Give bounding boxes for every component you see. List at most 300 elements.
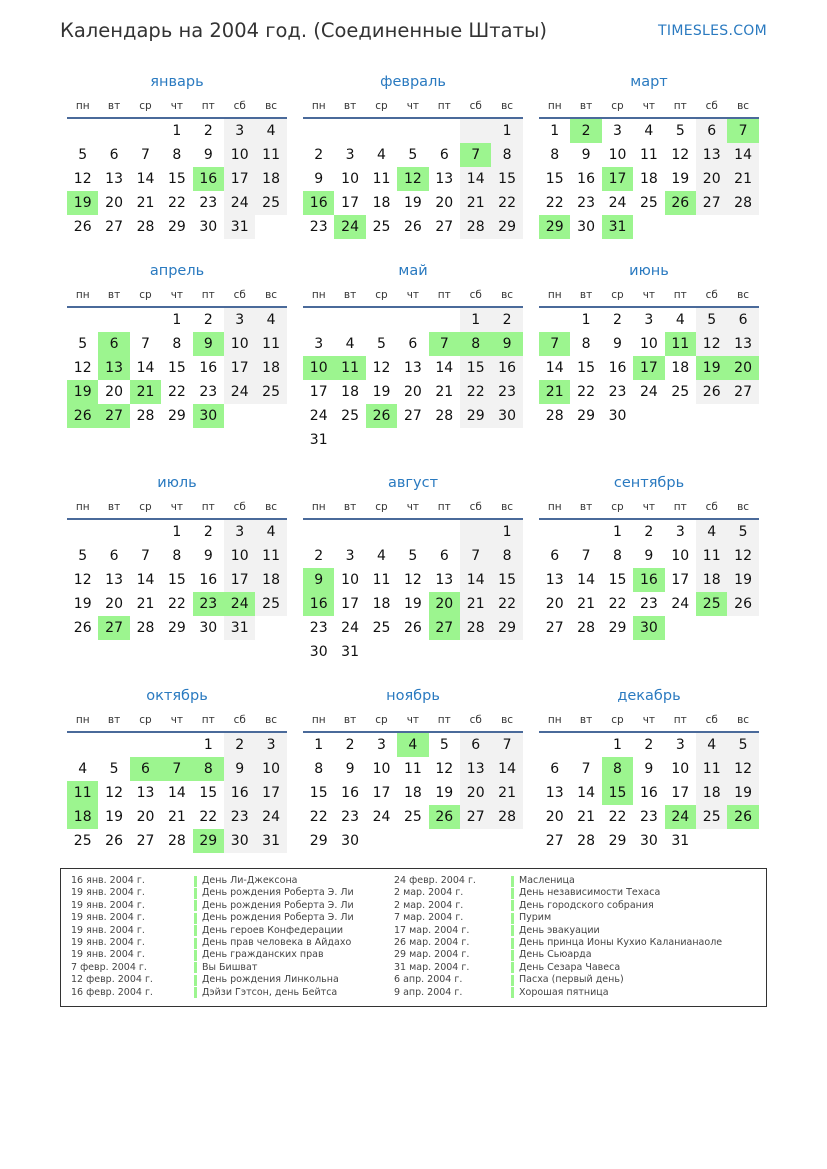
- day-cell: 1: [314, 737, 324, 753]
- day-cell: 19: [671, 171, 690, 187]
- weekday-label: пт: [673, 100, 687, 112]
- holiday-day-cell: 27: [98, 616, 129, 640]
- weekday-label: вт: [107, 501, 121, 513]
- day-cell: 26: [73, 219, 92, 235]
- day-cell: 28: [577, 833, 595, 849]
- day-cell: 24: [608, 195, 627, 211]
- weekday-label: вс: [737, 289, 750, 301]
- day-cell: 13: [727, 332, 758, 356]
- day-cell: 15: [545, 171, 564, 187]
- day-cell: 21: [491, 781, 522, 805]
- holiday-date: 26 мар. 2004 г.: [394, 937, 470, 948]
- holiday-name: День героев Конфедерации: [202, 924, 344, 936]
- holiday-marker: [511, 913, 514, 924]
- weekday-label: ср: [611, 100, 624, 112]
- holiday-date: 19 янв. 2004 г.: [71, 887, 145, 899]
- day-cell: 30: [608, 408, 627, 424]
- day-cell: 6: [727, 308, 758, 332]
- weekday-label: чт: [642, 714, 656, 726]
- day-cell: 13: [435, 171, 454, 187]
- day-cell: 29: [608, 833, 627, 849]
- day-cell: 21: [136, 195, 155, 211]
- day-cell: 8: [314, 761, 324, 777]
- day-cell: 9: [644, 761, 654, 777]
- day-cell: 18: [403, 785, 422, 801]
- day-cell: 7: [141, 147, 150, 163]
- weekday-label: вс: [737, 501, 750, 513]
- day-cell: 31: [224, 215, 255, 239]
- day-cell: 23: [639, 809, 658, 825]
- day-cell: 18: [372, 195, 391, 211]
- day-cell: 3: [644, 312, 654, 328]
- holiday-marker: [194, 888, 197, 899]
- day-cell: 2: [314, 147, 324, 163]
- weekday-label: чт: [406, 100, 420, 112]
- day-cell: 14: [577, 785, 595, 801]
- weekday-label: сб: [469, 100, 482, 112]
- day-cell: 27: [105, 219, 123, 235]
- day-cell: 5: [675, 123, 685, 139]
- weekday-label: пн: [75, 714, 90, 726]
- day-cell: 19: [727, 568, 758, 592]
- day-cell: 4: [377, 548, 386, 564]
- day-cell: 15: [491, 568, 522, 592]
- day-cell: 9: [581, 147, 591, 163]
- day-cell: 30: [309, 644, 328, 660]
- holiday-day-cell: 10: [303, 356, 334, 380]
- day-cell: 25: [341, 408, 359, 424]
- holiday-day-cell: 26: [67, 404, 98, 428]
- day-cell: 27: [696, 191, 727, 215]
- day-cell: 23: [341, 809, 359, 825]
- day-cell: 15: [167, 171, 186, 187]
- day-cell: 20: [136, 809, 155, 825]
- day-cell: 2: [314, 548, 324, 564]
- month-title: январь: [150, 74, 204, 90]
- day-cell: 18: [372, 596, 391, 612]
- day-cell: 14: [136, 171, 155, 187]
- holiday-day-cell: 8: [193, 757, 224, 781]
- day-cell: 25: [403, 809, 422, 825]
- holiday-day-cell: 19: [67, 380, 98, 404]
- day-cell: 5: [727, 733, 758, 757]
- day-cell: 10: [224, 332, 255, 356]
- weekday-label: сб: [705, 289, 718, 301]
- holiday-day-cell: 13: [98, 356, 129, 380]
- holiday-date: 2 мар. 2004 г.: [394, 887, 464, 899]
- month-title: сентябрь: [613, 475, 685, 491]
- day-cell: 9: [224, 757, 255, 781]
- day-cell: 26: [105, 833, 123, 849]
- day-cell: 24: [224, 380, 255, 404]
- weekday-label: ср: [611, 289, 624, 301]
- day-cell: 10: [671, 761, 690, 777]
- day-cell: 16: [577, 171, 595, 187]
- holiday-marker: [194, 938, 197, 949]
- day-cell: 16: [199, 572, 218, 588]
- weekday-label: вс: [501, 289, 514, 301]
- day-cell: 22: [577, 384, 595, 400]
- day-cell: 24: [224, 191, 255, 215]
- day-cell: 29: [167, 408, 186, 424]
- day-cell: 14: [460, 568, 491, 592]
- holiday-marker: [194, 975, 197, 986]
- day-cell: 8: [581, 336, 591, 352]
- day-cell: 27: [435, 219, 454, 235]
- weekday-label: чт: [170, 289, 184, 301]
- weekday-label: вт: [579, 289, 593, 301]
- day-cell: 9: [203, 147, 213, 163]
- day-cell: 31: [224, 616, 255, 640]
- day-cell: 10: [224, 544, 255, 568]
- day-cell: 21: [460, 191, 491, 215]
- day-cell: 20: [696, 167, 727, 191]
- day-cell: 5: [408, 548, 418, 564]
- day-cell: 10: [372, 761, 391, 777]
- day-cell: 30: [199, 620, 218, 636]
- weekday-label: вс: [265, 289, 278, 301]
- day-cell: 1: [460, 308, 491, 332]
- day-cell: 28: [491, 805, 522, 829]
- day-cell: 23: [199, 195, 218, 211]
- holiday-marker: [511, 888, 514, 899]
- day-cell: 8: [613, 548, 622, 564]
- day-cell: 9: [613, 336, 622, 352]
- holiday-date: 6 апр. 2004 г.: [394, 974, 463, 986]
- day-cell: 10: [224, 143, 255, 167]
- day-cell: 14: [460, 167, 491, 191]
- day-cell: 5: [78, 336, 88, 352]
- day-cell: 1: [581, 312, 591, 328]
- weekday-label: пн: [311, 100, 326, 112]
- weekday-label: пт: [437, 501, 451, 513]
- day-cell: 25: [255, 592, 286, 616]
- weekday-label: вс: [737, 100, 750, 112]
- holiday-day-cell: 18: [67, 805, 98, 829]
- day-cell: 2: [224, 733, 255, 757]
- weekend-empty-cell: [460, 520, 491, 544]
- day-cell: 9: [345, 761, 355, 777]
- day-cell: 8: [172, 548, 182, 564]
- day-cell: 5: [78, 548, 88, 564]
- holiday-day-cell: 9: [303, 568, 334, 592]
- day-cell: 22: [309, 809, 328, 825]
- day-cell: 1: [491, 119, 522, 143]
- day-cell: 27: [545, 620, 564, 636]
- holiday-day-cell: 26: [727, 805, 758, 829]
- day-cell: 4: [78, 761, 88, 777]
- day-cell: 7: [581, 548, 591, 564]
- weekday-label: чт: [406, 289, 420, 301]
- day-cell: 12: [727, 757, 758, 781]
- holiday-day-cell: 20: [429, 592, 460, 616]
- holiday-day-cell: 26: [665, 191, 696, 215]
- day-cell: 29: [491, 215, 522, 239]
- day-cell: 13: [403, 360, 422, 376]
- day-cell: 13: [696, 143, 727, 167]
- holiday-day-cell: 15: [602, 781, 633, 805]
- day-cell: 14: [577, 572, 595, 588]
- day-cell: 13: [105, 572, 123, 588]
- day-cell: 29: [309, 833, 328, 849]
- day-cell: 3: [255, 733, 286, 757]
- holiday-name: День независимости Техаса: [519, 887, 661, 899]
- day-cell: 15: [577, 360, 595, 376]
- weekday-label: ср: [375, 289, 388, 301]
- day-cell: 6: [550, 761, 560, 777]
- day-cell: 19: [105, 809, 123, 825]
- day-cell: 24: [372, 809, 391, 825]
- day-cell: 27: [136, 833, 155, 849]
- day-cell: 10: [639, 336, 658, 352]
- day-cell: 14: [545, 360, 564, 376]
- month-title: февраль: [380, 74, 446, 90]
- day-cell: 26: [403, 219, 422, 235]
- weekday-label: вс: [501, 100, 514, 112]
- holiday-day-cell: 21: [130, 380, 161, 404]
- weekday-label: чт: [406, 501, 420, 513]
- weekday-label: пн: [75, 289, 90, 301]
- day-cell: 15: [167, 360, 186, 376]
- day-cell: 22: [545, 195, 564, 211]
- day-cell: 10: [671, 548, 690, 564]
- holiday-day-cell: 26: [429, 805, 460, 829]
- holiday-day-cell: 7: [460, 143, 491, 167]
- day-cell: 9: [203, 548, 213, 564]
- day-cell: 19: [403, 596, 422, 612]
- holiday-day-cell: 12: [397, 167, 428, 191]
- weekday-label: пн: [75, 501, 90, 513]
- day-cell: 6: [460, 733, 491, 757]
- holiday-day-cell: 24: [334, 215, 365, 239]
- day-cell: 7: [460, 544, 491, 568]
- holiday-date: 16 февр. 2004 г.: [71, 986, 153, 998]
- holiday-marker: [194, 950, 197, 961]
- weekday-label: вс: [265, 100, 278, 112]
- day-cell: 19: [435, 785, 454, 801]
- day-cell: 13: [545, 785, 564, 801]
- day-cell: 22: [199, 809, 218, 825]
- day-cell: 28: [136, 408, 155, 424]
- holiday-day-cell: 11: [334, 356, 365, 380]
- day-cell: 23: [224, 805, 255, 829]
- day-cell: 28: [136, 219, 155, 235]
- holiday-name: День городского собрания: [519, 899, 654, 911]
- holiday-marker: [194, 913, 197, 924]
- day-cell: 6: [109, 548, 119, 564]
- day-cell: 16: [608, 360, 627, 376]
- weekday-label: вт: [579, 501, 593, 513]
- day-cell: 19: [372, 384, 391, 400]
- day-cell: 13: [460, 757, 491, 781]
- holiday-day-cell: 7: [429, 332, 460, 356]
- day-cell: 2: [491, 308, 522, 332]
- day-cell: 3: [224, 520, 255, 544]
- holiday-name: Вы Бишват: [202, 961, 258, 973]
- holiday-date: 19 янв. 2004 г.: [71, 899, 145, 911]
- brand-link[interactable]: TIMESLES.COM: [658, 23, 767, 39]
- weekday-label: чт: [642, 501, 656, 513]
- weekday-label: вс: [737, 714, 750, 726]
- holiday-date: 19 янв. 2004 г.: [71, 924, 145, 936]
- weekday-label: чт: [170, 501, 184, 513]
- day-cell: 12: [73, 171, 92, 187]
- day-cell: 19: [403, 195, 422, 211]
- holiday-day-cell: 17: [633, 356, 664, 380]
- day-cell: 14: [491, 757, 522, 781]
- day-cell: 6: [550, 548, 560, 564]
- holiday-marker: [511, 975, 514, 986]
- day-cell: 25: [255, 380, 286, 404]
- day-cell: 16: [341, 785, 359, 801]
- day-cell: 20: [403, 384, 422, 400]
- weekday-label: сб: [233, 289, 246, 301]
- day-cell: 2: [345, 737, 355, 753]
- weekday-label: ср: [139, 289, 152, 301]
- weekday-label: пт: [201, 501, 215, 513]
- day-cell: 4: [255, 119, 286, 143]
- day-cell: 4: [255, 308, 286, 332]
- day-cell: 29: [167, 620, 186, 636]
- day-cell: 16: [199, 360, 218, 376]
- day-cell: 23: [639, 596, 658, 612]
- holiday-day-cell: 23: [193, 592, 224, 616]
- day-cell: 28: [460, 616, 491, 640]
- holiday-day-cell: 9: [193, 332, 224, 356]
- day-cell: 15: [491, 167, 522, 191]
- weekday-label: пт: [437, 714, 451, 726]
- day-cell: 2: [203, 123, 213, 139]
- holiday-marker: [194, 987, 197, 998]
- day-cell: 3: [224, 119, 255, 143]
- day-cell: 11: [403, 761, 422, 777]
- day-cell: 14: [167, 785, 186, 801]
- holiday-date: 17 мар. 2004 г.: [394, 924, 470, 936]
- day-cell: 20: [545, 809, 564, 825]
- day-cell: 17: [671, 572, 690, 588]
- day-cell: 27: [460, 805, 491, 829]
- day-cell: 5: [78, 147, 88, 163]
- day-cell: 10: [341, 171, 359, 187]
- day-cell: 22: [167, 384, 186, 400]
- day-cell: 1: [172, 312, 182, 328]
- day-cell: 3: [314, 336, 324, 352]
- holiday-day-cell: 19: [696, 356, 727, 380]
- day-cell: 25: [372, 620, 391, 636]
- day-cell: 7: [581, 761, 591, 777]
- weekday-label: сб: [469, 289, 482, 301]
- day-cell: 3: [613, 123, 622, 139]
- day-cell: 2: [203, 312, 213, 328]
- month-title: октябрь: [146, 688, 208, 704]
- day-cell: 18: [696, 781, 727, 805]
- day-cell: 16: [224, 781, 255, 805]
- day-cell: 2: [644, 524, 654, 540]
- day-cell: 24: [255, 805, 286, 829]
- day-cell: 12: [696, 332, 727, 356]
- day-cell: 31: [255, 829, 286, 853]
- holiday-day-cell: 24: [665, 805, 696, 829]
- day-cell: 26: [403, 620, 422, 636]
- day-cell: 3: [224, 308, 255, 332]
- day-cell: 3: [675, 524, 685, 540]
- weekday-label: сб: [233, 100, 246, 112]
- day-cell: 11: [372, 171, 391, 187]
- day-cell: 8: [491, 143, 522, 167]
- weekday-label: чт: [170, 100, 184, 112]
- day-cell: 5: [727, 520, 758, 544]
- day-cell: 25: [255, 191, 286, 215]
- holiday-marker: [511, 925, 514, 936]
- day-cell: 21: [435, 384, 454, 400]
- weekday-label: чт: [642, 289, 656, 301]
- day-cell: 17: [341, 195, 359, 211]
- holiday-name: День рождения Роберта Э. Ли: [202, 912, 354, 924]
- day-cell: 9: [644, 548, 654, 564]
- day-cell: 6: [439, 548, 449, 564]
- weekday-label: пт: [201, 100, 215, 112]
- day-cell: 19: [73, 596, 92, 612]
- day-cell: 24: [639, 384, 658, 400]
- holiday-date: 9 апр. 2004 г.: [394, 986, 463, 998]
- holiday-marker: [511, 876, 514, 887]
- holiday-name: Масленица: [519, 875, 575, 886]
- day-cell: 1: [172, 524, 182, 540]
- day-cell: 29: [577, 408, 595, 424]
- day-cell: 17: [671, 785, 690, 801]
- day-cell: 22: [167, 596, 186, 612]
- holiday-day-cell: 25: [696, 592, 727, 616]
- day-cell: 5: [696, 308, 727, 332]
- day-cell: 3: [345, 548, 355, 564]
- day-cell: 4: [345, 336, 355, 352]
- day-cell: 11: [255, 143, 286, 167]
- month-title: июнь: [629, 263, 669, 279]
- holiday-marker: [194, 962, 197, 973]
- day-cell: 28: [167, 833, 186, 849]
- day-cell: 17: [224, 356, 255, 380]
- holiday-day-cell: 2: [570, 119, 601, 143]
- day-cell: 10: [341, 572, 359, 588]
- day-cell: 31: [671, 833, 690, 849]
- day-cell: 17: [309, 384, 328, 400]
- day-cell: 15: [199, 785, 218, 801]
- holiday-legend: [60, 868, 767, 1007]
- holiday-name: День Сезара Чавеса: [519, 961, 621, 973]
- holiday-marker: [511, 987, 514, 998]
- day-cell: 18: [639, 171, 658, 187]
- day-cell: 10: [255, 757, 286, 781]
- day-cell: 26: [696, 380, 727, 404]
- weekday-label: пн: [547, 714, 562, 726]
- day-cell: 12: [727, 544, 758, 568]
- day-cell: 14: [435, 360, 454, 376]
- day-cell: 30: [341, 833, 359, 849]
- weekday-label: чт: [406, 714, 420, 726]
- day-cell: 25: [671, 384, 690, 400]
- weekday-label: вт: [343, 501, 357, 513]
- holiday-date: 31 мар. 2004 г.: [394, 961, 470, 973]
- day-cell: 2: [203, 524, 213, 540]
- holiday-day-cell: 16: [303, 592, 334, 616]
- day-cell: 11: [639, 147, 658, 163]
- day-cell: 11: [255, 544, 286, 568]
- weekday-label: пн: [311, 289, 326, 301]
- day-cell: 13: [435, 572, 454, 588]
- day-cell: 6: [696, 119, 727, 143]
- holiday-day-cell: 8: [602, 757, 633, 781]
- weekday-label: вт: [579, 100, 593, 112]
